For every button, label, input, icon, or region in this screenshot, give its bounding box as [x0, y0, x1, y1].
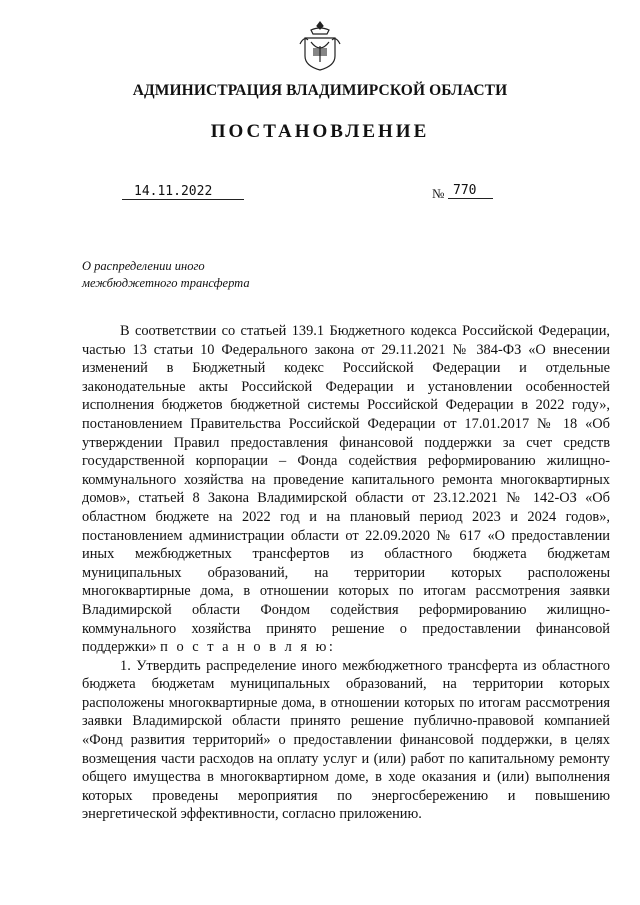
- document-subject: [82, 258, 250, 292]
- subject-line-2: межбюджетного трансферта: [82, 276, 250, 290]
- subject-line-1: О распределении иного: [82, 259, 205, 273]
- document-type: ПОСТАНОВЛЕНИЕ: [210, 121, 430, 142]
- coat-of-arms-icon: [297, 18, 343, 74]
- document-number: 770: [448, 183, 493, 199]
- preamble-paragraph: [82, 322, 610, 657]
- organization-name: АДМИНИСТРАЦИЯ ВЛАДИМИРСКОЙ ОБЛАСТИ: [132, 82, 508, 99]
- document-body: [82, 322, 610, 824]
- decree-word: п о с т а н о в л я ю:: [160, 639, 336, 656]
- preamble-text: В соответствии со статьей 139.1 Бюджетного кодекса Российской Федерации, частью 13 статьи 10 Федерального закона от 29.11.2021 № 384-ФЗ «О внесении изменений в Бюджетный кодекс Российской Федерации и отдельные законодательные акты Российской Федерации и установлении особенностей исполнения бюджетов бюджетной системы Российской Федерации в 2022 году», постановлением Правительства Российской Федерации от 17.01.2017 № 18 «Об утверждении Правил предоставления финансовой поддержки за счет средств государственной корпорации – Фонда содействия реформированию жилищно-коммунального хозяйства на проведение капитального ремонта многоквартирных домов», статьей 8 Закона Владимирской области от 23.12.2021 № 142-ОЗ «Об областном бюджете на 2022 год и на плановый период 2023 и 2024 годов», постановлением администрации области от 22.09.2020 № 617 «О предоставлении иных межбюджетных трансфертов из областного бюджета бюджетам муниципальных образований, на территории которых расположены многоквартирные дома, в отношении которых по итогам рассмотрения заявки Владимирской области Фондом содействия реформированию жилищно-коммунального хозяйства принято решение о предоставлении финансовой поддержки»: [82, 323, 610, 656]
- item-1-paragraph: 1. Утвердить распределение иного межбюджетного трансферта из областного бюджета бюджетам муниципальных образований, на территории которых расположены многоквартирные дома, в отношении которых по итогам рассмотрения заявки Владимирской области принято решение публично-правовой компанией «Фонд развития территорий» о предоставлении финансовой поддержки, в целях возмещения части расходов на оплату услуг и (или) работ по капитальному ремонту общего имущества в многоквартирном доме, в ходе оказания и (или) выполнения которых проведены мероприятия по энергосбережению и повышению энергетической эффективности, согласно приложению.: [82, 657, 610, 823]
- number-sign: №: [432, 186, 445, 201]
- document-date: 14.11.2022: [122, 184, 244, 200]
